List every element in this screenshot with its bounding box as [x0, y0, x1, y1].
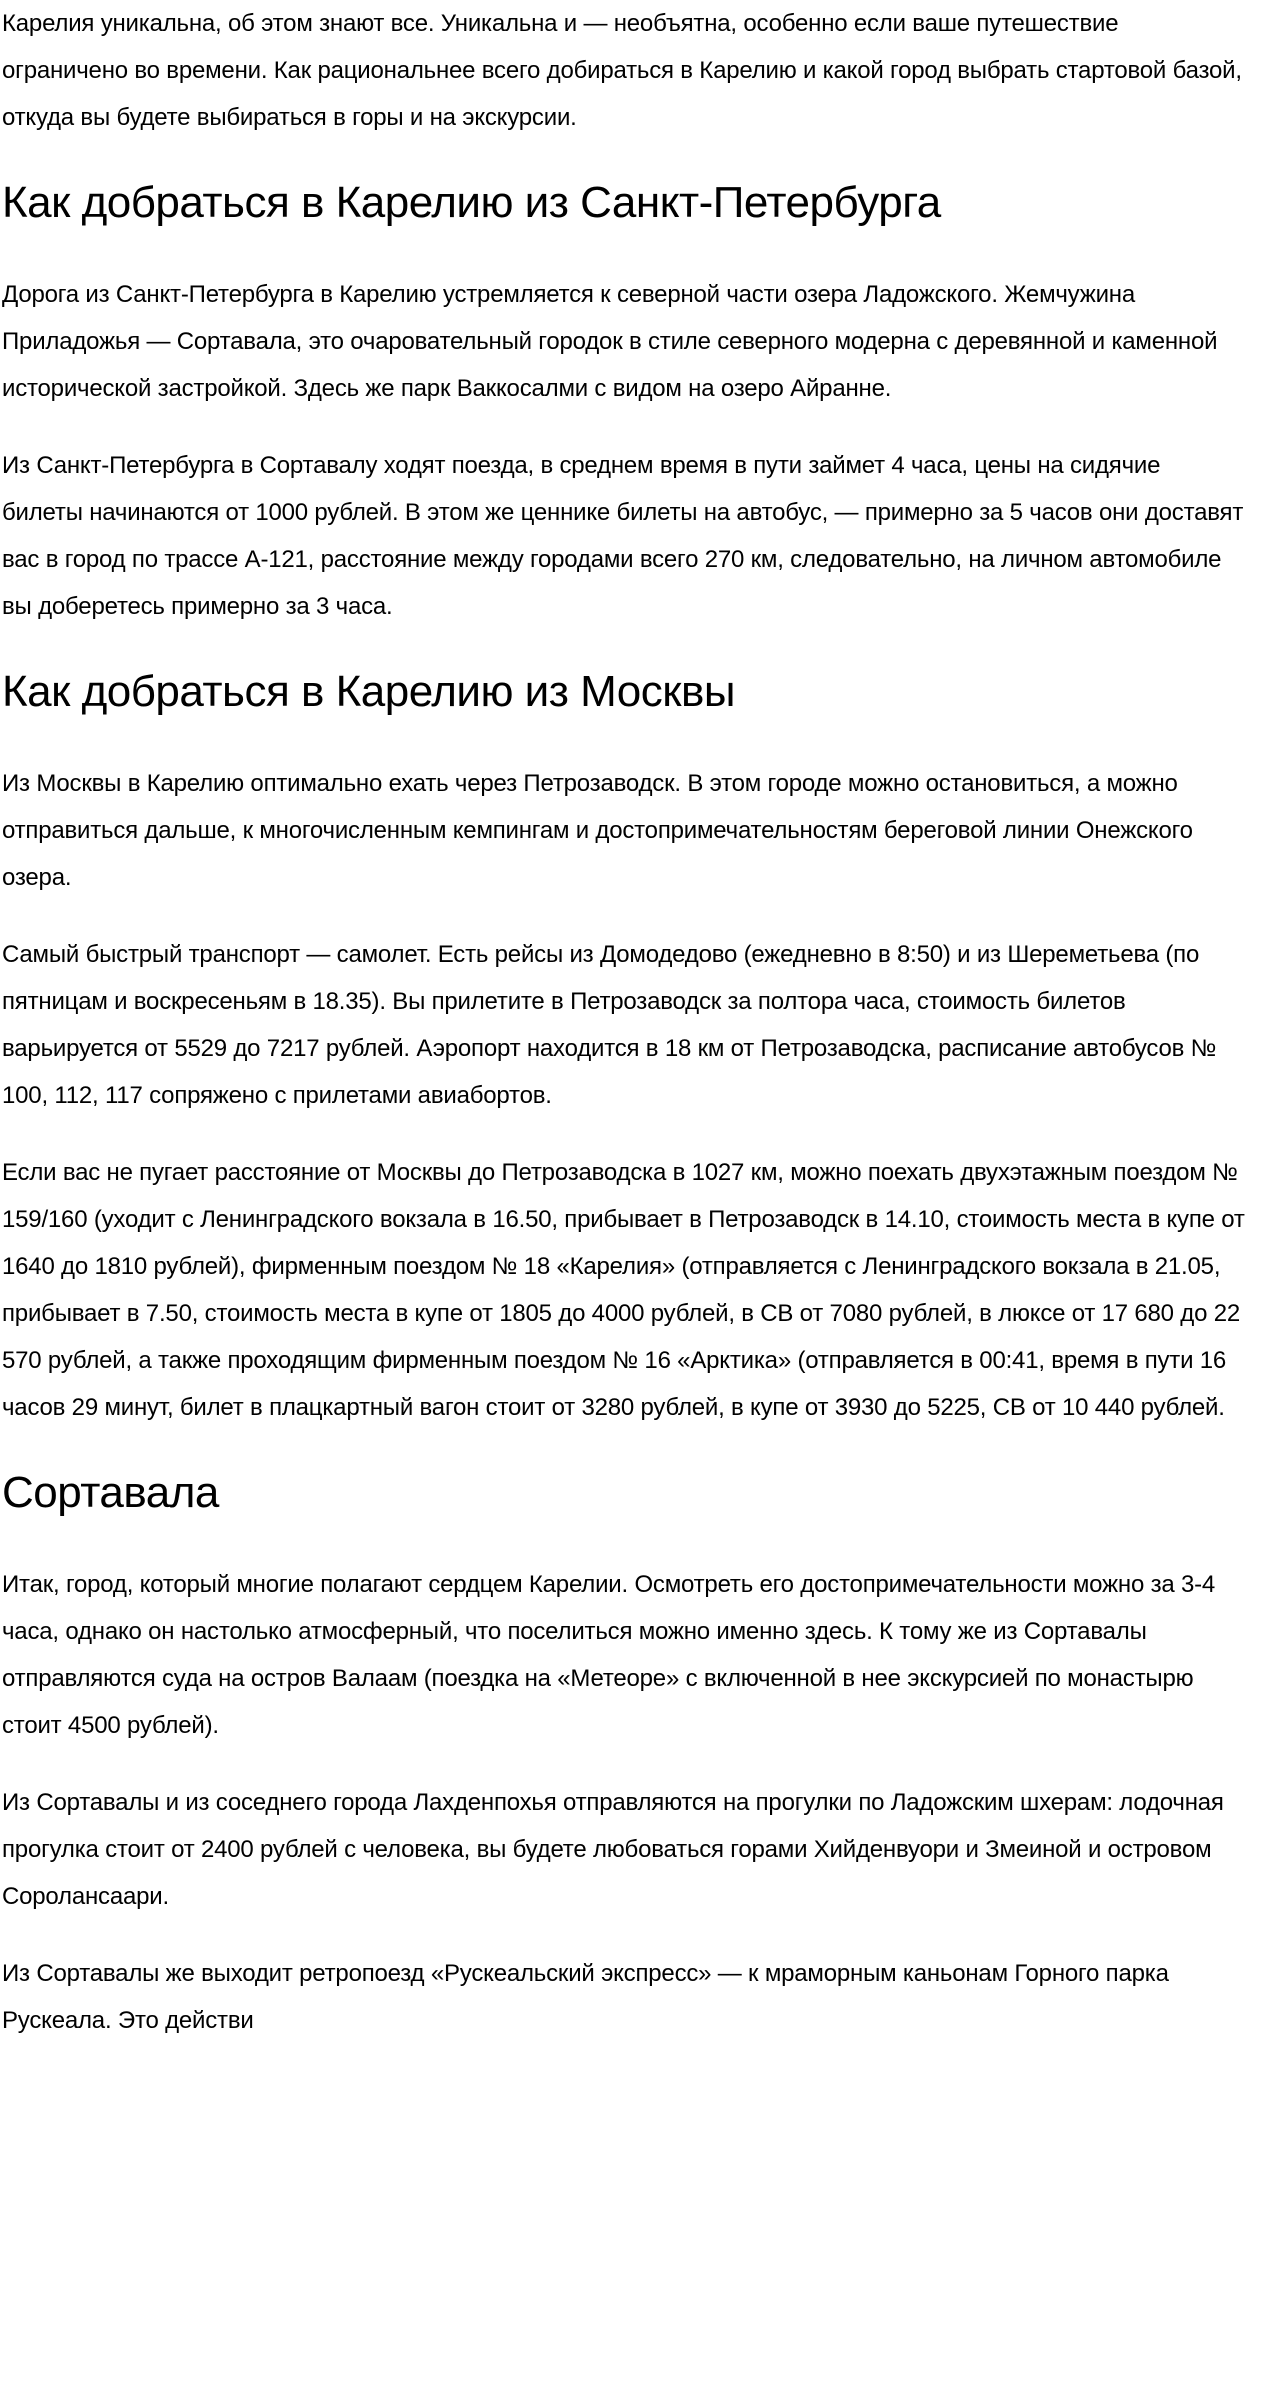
paragraph: Из Санкт-Петербурга в Сортавалу ходят поезда, в среднем время в пути займет 4 часа, цены на сидячие билеты начинаются от 1000 рублей. В этом же ценнике билеты на автобус, — примерно за 5 часов они доставят вас в город по трассе А-121, расстояние между городами всего 270 км, следовательно, на личном автомобиле вы доберетесь примерно за 3 часа. [2, 452, 1244, 620]
section-heading: Сортавала [2, 1468, 219, 1517]
paragraph: Самый быстрый транспорт — самолет. Есть рейсы из Домодедово (ежедневно в 8:50) и из Шереметьева (по пятницам и воскресеньям в 18.35). Вы прилетите в Петрозаводск за полтора часа, стоимость билетов варьируется от 5529 до 7217 рублей. Аэропорт находится в 18 км от Петрозаводска, расписание автобусов № 100, 112, 117 сопряжено с прилетами авиабортов. [2, 941, 1217, 1109]
paragraph: Из Москвы в Карелию оптимально ехать через Петрозаводск. В этом городе можно остановиться, а можно отправиться дальше, к многочисленным кемпингам и достопримечательностям береговой линии Онежского озера. [2, 770, 1193, 891]
paragraph: Если вас не пугает расстояние от Москвы до Петрозаводска в 1027 км, можно поехать двухэтажным поездом № 159/160 (уходит с Ленинградского вокзала в 16.50, прибывает в Петрозаводск в 14.10, стоимость места в купе от 1640 до 1810 рублей), фирменным поездом № 18 «Карелия» (отправляется с Ленинградского вокзала в 21.05, прибывает в 7.50, стоимость места в купе от 1805 до 4000 рублей, в СВ от 7080 рублей, в люксе от 17 680 до 22 570 рублей, а также проходящим фирменным поездом № 16 «Арктика» (отправляется в 00:41, время в пути 16 часов 29 минут, билет в плацкартный вагон стоит от 3280 рублей, в купе от 3930 до 5225, СВ от 10 440 рублей. [2, 1159, 1245, 1421]
paragraph: Дорога из Санкт-Петербурга в Карелию устремляется к северной части озера Ладожского. Жемчужина Приладожья — Сортавала, это очаровательный городок в стиле северного модерна с деревянной и каменной исторической застройкой. Здесь же парк Ваккосалми с видом на озеро Айранне. [2, 281, 1218, 402]
paragraph: Итак, город, который многие полагают сердцем Карелии. Осмотреть его достопримечательности можно за 3-4 часа, однако он настолько атмосферный, что поселиться можно именно здесь. К тому же из Сортавалы отправляются суда на остров Валаам (поездка на «Метеоре» с включенной в нее экскурсией по монастырю стоит 4500 рублей). [2, 1571, 1216, 1739]
paragraph: Карелия уникальна, об этом знают все. Уникальна и — необъятна, особенно если ваше путешествие ограничено во времени. Как рациональнее всего добираться в Карелию и какой город выбрать стартовой базой, откуда вы будете выбираться в горы и на экскурсии. [2, 10, 1242, 131]
paragraph: Из Сортавалы и из соседнего города Лахденпохья отправляются на прогулки по Ладожским шхерам: лодочная прогулка стоит от 2400 рублей с человека, вы будете любоваться горами Хийденвуори и Змеиной и островом Соролансаари. [2, 1789, 1224, 1910]
section-heading: Как добраться в Карелию из Санкт-Петербурга [2, 178, 941, 227]
paragraph: Из Сортавалы же выходит ретропоезд «Рускеальский экспресс» — к мраморным каньонам Горного парка Рускеала. Это действи [2, 1960, 1169, 2034]
section-heading: Как добраться в Карелию из Москвы [2, 667, 736, 716]
